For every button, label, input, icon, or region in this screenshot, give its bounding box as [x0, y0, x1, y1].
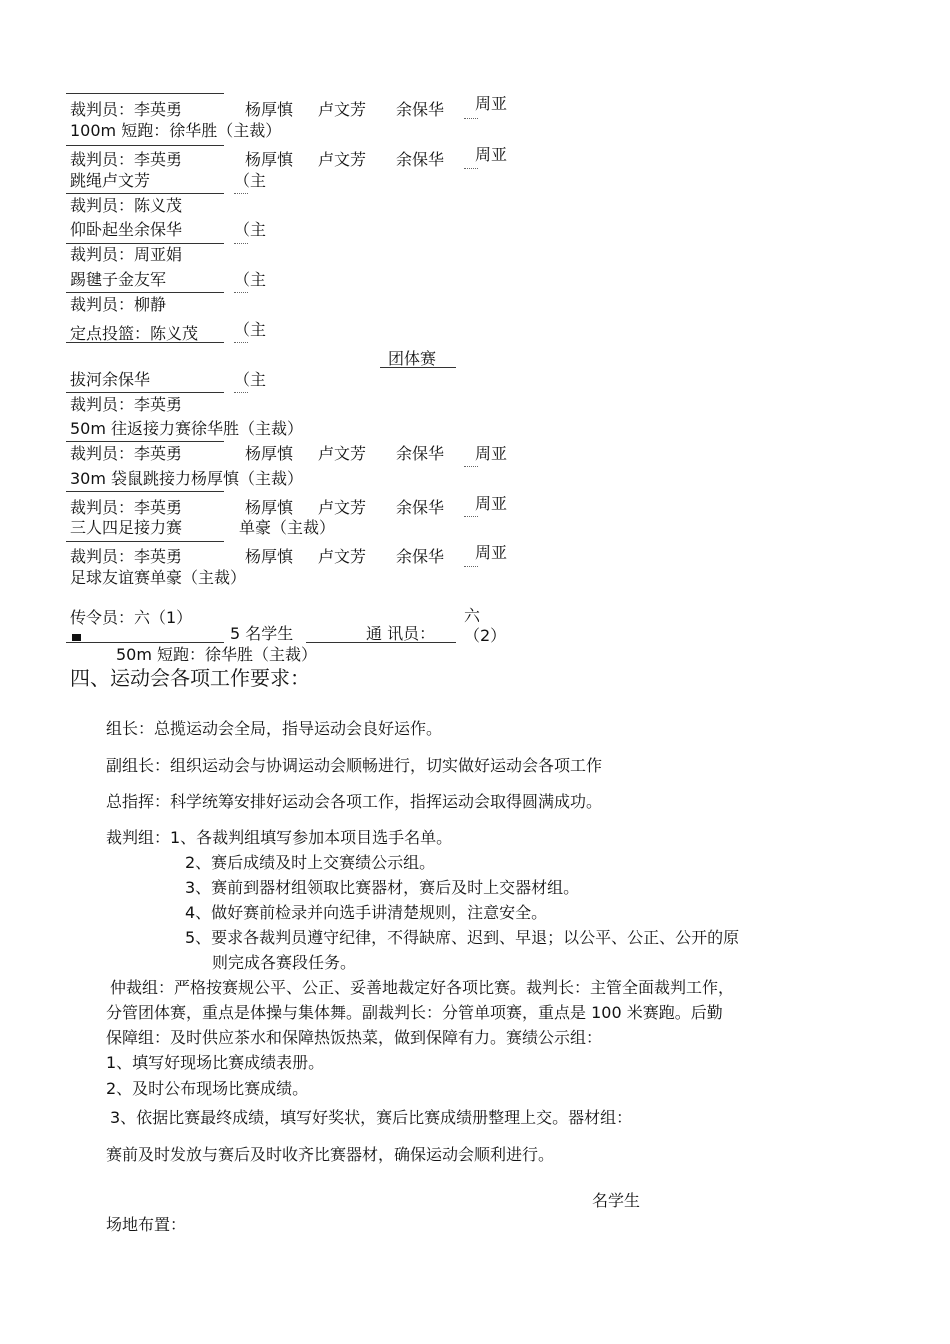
paragraph: 赛前及时发放与赛后及时收齐比赛器材，确保运动会顺利进行。 — [106, 1145, 555, 1164]
paragraph: 裁判组：1、各裁判组填写参加本项目选手名单。 — [106, 828, 453, 847]
paragraph: 2、及时公布现场比赛成绩。 — [106, 1079, 309, 1098]
referee-name: 余保华 — [396, 100, 445, 119]
list-item: 则完成各赛段任务。 — [212, 953, 357, 972]
event-chief: （主 — [234, 220, 267, 239]
referee-line: 裁判员：李英勇 — [70, 444, 183, 463]
referee-line: 裁判员：李英勇 — [70, 150, 183, 169]
referee-line: 裁判员：李英勇 — [70, 395, 183, 414]
referee-name: 卢文芳 — [318, 444, 367, 463]
event-line: 100m 短跑：徐华胜（主裁） — [70, 121, 282, 140]
referee-name: 卢文芳 — [318, 547, 367, 566]
referee-name: 卢文芳 — [318, 150, 367, 169]
event-line: 仰卧起坐余保华 — [70, 220, 183, 239]
paragraph: 副组长：组织运动会与协调运动会顺畅进行，切实做好运动会各项工作 — [106, 756, 603, 775]
referee-line: 裁判员：柳静 — [70, 295, 167, 314]
bullet-square — [72, 634, 81, 641]
paragraph: 总指挥：科学统筹安排好运动会各项工作，指挥运动会取得圆满成功。 — [106, 792, 603, 811]
referee-name: 周亚 — [475, 444, 508, 463]
event-line: 30m 袋鼠跳接力杨厚慎（主裁） — [70, 469, 304, 488]
event-chief: （主 — [234, 270, 267, 289]
paragraph: 保障组：及时供应茶水和保障热饭热菜，做到保障有力。赛绩公示组： — [106, 1028, 603, 1047]
referee-name: 卢文芳 — [318, 498, 367, 517]
list-item: 3、赛前到器材组领取比赛器材，赛后及时上交器材组。 — [185, 878, 580, 897]
referee-name: 余保华 — [396, 547, 445, 566]
team-events-heading: 团体赛 — [388, 349, 437, 368]
event-line: 跳绳卢文芳 — [70, 171, 151, 190]
referee-name: 周亚 — [475, 145, 508, 164]
referee-name: 杨厚慎 — [245, 100, 294, 119]
student-count: 5 名学生 — [230, 624, 294, 643]
event-chief: 单豪（主裁） — [239, 518, 336, 537]
referee-name: 杨厚慎 — [245, 498, 294, 517]
paragraph: 3、依据比赛最终成绩，填写好奖状，赛后比赛成绩册整理上交。器材组： — [110, 1108, 633, 1127]
event-chief: （主 — [234, 171, 267, 190]
event-chief: （主 — [234, 320, 267, 339]
paragraph: 组长：总揽运动会全局，指导运动会良好运作。 — [106, 719, 443, 738]
paragraph: 1、填写好现场比赛成绩表册。 — [106, 1053, 325, 1072]
event-line: 三人四足接力赛 — [70, 518, 183, 537]
referee-name: 杨厚慎 — [245, 444, 294, 463]
referee-name: 卢文芳 — [318, 100, 367, 119]
referee-name: 余保华 — [396, 444, 445, 463]
referee-line: 裁判员：李英勇 — [70, 100, 183, 119]
section-title: 四、运动会各项工作要求： — [70, 666, 310, 690]
paragraph: 分管团体赛，重点是体操与集体舞。副裁判长：分管单项赛，重点是 100 米赛跑。后勤 — [106, 1003, 723, 1022]
event-line: 足球友谊赛单豪（主裁） — [70, 568, 247, 587]
referee-name: 余保华 — [396, 498, 445, 517]
list-item: 2、赛后成绩及时上交赛绩公示组。 — [185, 853, 436, 872]
referee-name: 杨厚慎 — [245, 547, 294, 566]
event-line: 50m 短跑：徐华胜（主裁） — [116, 645, 318, 664]
list-item: 4、做好赛前检录并向选手讲清楚规则，注意安全。 — [185, 903, 548, 922]
referee-name: 杨厚慎 — [245, 150, 294, 169]
referee-line: 裁判员：陈义茂 — [70, 196, 183, 215]
referee-line: 裁判员：李英勇 — [70, 498, 183, 517]
referee-name: 周亚 — [475, 543, 508, 562]
paragraph: 场地布置： — [106, 1215, 187, 1234]
correspondent-label: 通 讯员： — [366, 624, 436, 643]
referee-name: 余保华 — [396, 150, 445, 169]
messenger-line: 传令员：六（1） — [70, 608, 193, 627]
referee-line: 裁判员：周亚娟 — [70, 245, 183, 264]
student-label: 名学生 — [592, 1191, 641, 1210]
event-line: 50m 往返接力赛徐华胜（主裁） — [70, 419, 304, 438]
referee-line: 裁判员：李英勇 — [70, 547, 183, 566]
list-item: 5、要求各裁判员遵守纪律，不得缺席、迟到、早退；以公平、公正、公开的原 — [185, 928, 740, 947]
referee-name: 周亚 — [475, 94, 508, 113]
event-line: 拔河余保华 — [70, 370, 151, 389]
paragraph: 仲裁组：严格按赛规公平、公正、妥善地裁定好各项比赛。裁判长：主管全面裁判工作， — [110, 978, 735, 997]
event-chief: （主 — [234, 370, 267, 389]
event-line: 定点投篮：陈义茂 — [70, 324, 199, 343]
class-label: （2） — [464, 626, 507, 645]
event-line: 踢毽子金友军 — [70, 270, 167, 289]
class-label: 六 — [464, 606, 481, 625]
referee-name: 周亚 — [475, 494, 508, 513]
